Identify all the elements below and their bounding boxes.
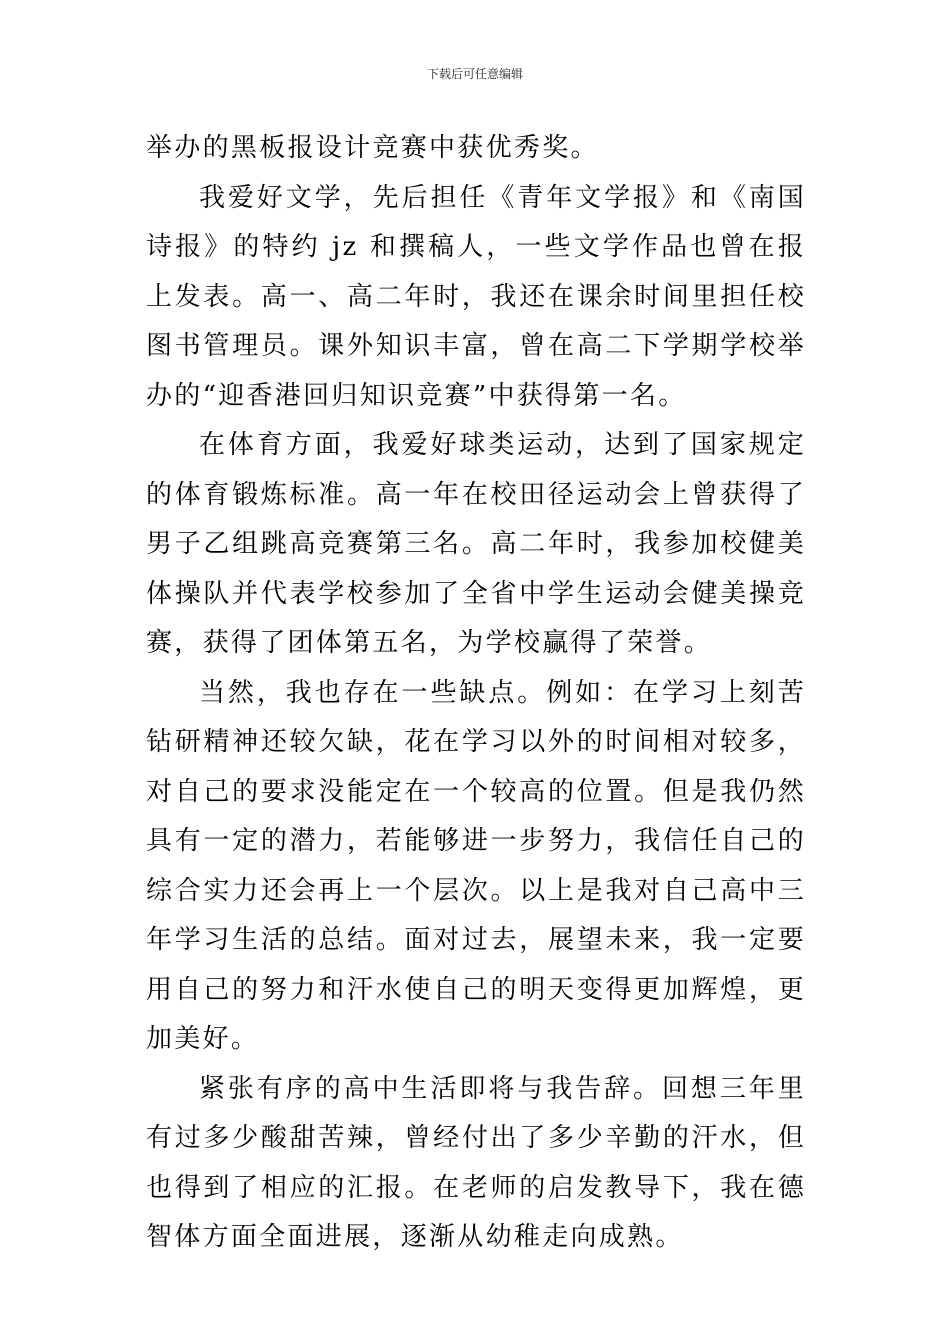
- paragraph-literature: 我爱好文学，先后担任《青年文学报》和《南国诗报》的特约 jz 和撰稿人，一些文学作品也曾在报上发表。高一、高二年时，我还在课余时间里担任校图书管理员。课外知识丰富，曾在高二下学期学校举办的“迎香港回归知识竞赛”中获得第一名。: [146, 182, 806, 411]
- paragraph-award-continuation: 举办的黑板报设计竞赛中获优秀奖。: [146, 133, 599, 163]
- page-header: 下载后可任意编辑: [426, 67, 523, 81]
- document-body: [146, 124, 806, 1263]
- paragraph-shortcomings: 当然，我也存在一些缺点。例如：在学习上刻苦钻研精神还较欠缺，花在学习以外的时间相对较多，对自己的要求没能定在一个较高的位置。但是我仍然具有一定的潜力，若能够进一步努力，我信任自己的综合实力还会再上一个层次。以上是我对自己高中三年学习生活的总结。面对过去，展望未来，我一定要用自己的努力和汗水使自己的明天变得更加辉煌，更加美好。: [146, 677, 806, 1054]
- paragraph-sports: 在体育方面，我爱好球类运动，达到了国家规定的体育锻炼标准。高一年在校田径运动会上曾获得了男子乙组跳高竞赛第三名。高二年时，我参加校健美体操队并代表学校参加了全省中学生运动会健美操竞赛，获得了团体第五名，为学校赢得了荣誉。: [146, 430, 806, 658]
- paragraph-summary: 紧张有序的高中生活即将与我告辞。回想三年里有过多少酸甜苦辣，曾经付出了多少辛勤的汗水，但也得到了相应的汇报。在老师的启发教导下，我在德智体方面全面进展，逐渐从幼稚走向成熟。: [146, 1073, 806, 1252]
